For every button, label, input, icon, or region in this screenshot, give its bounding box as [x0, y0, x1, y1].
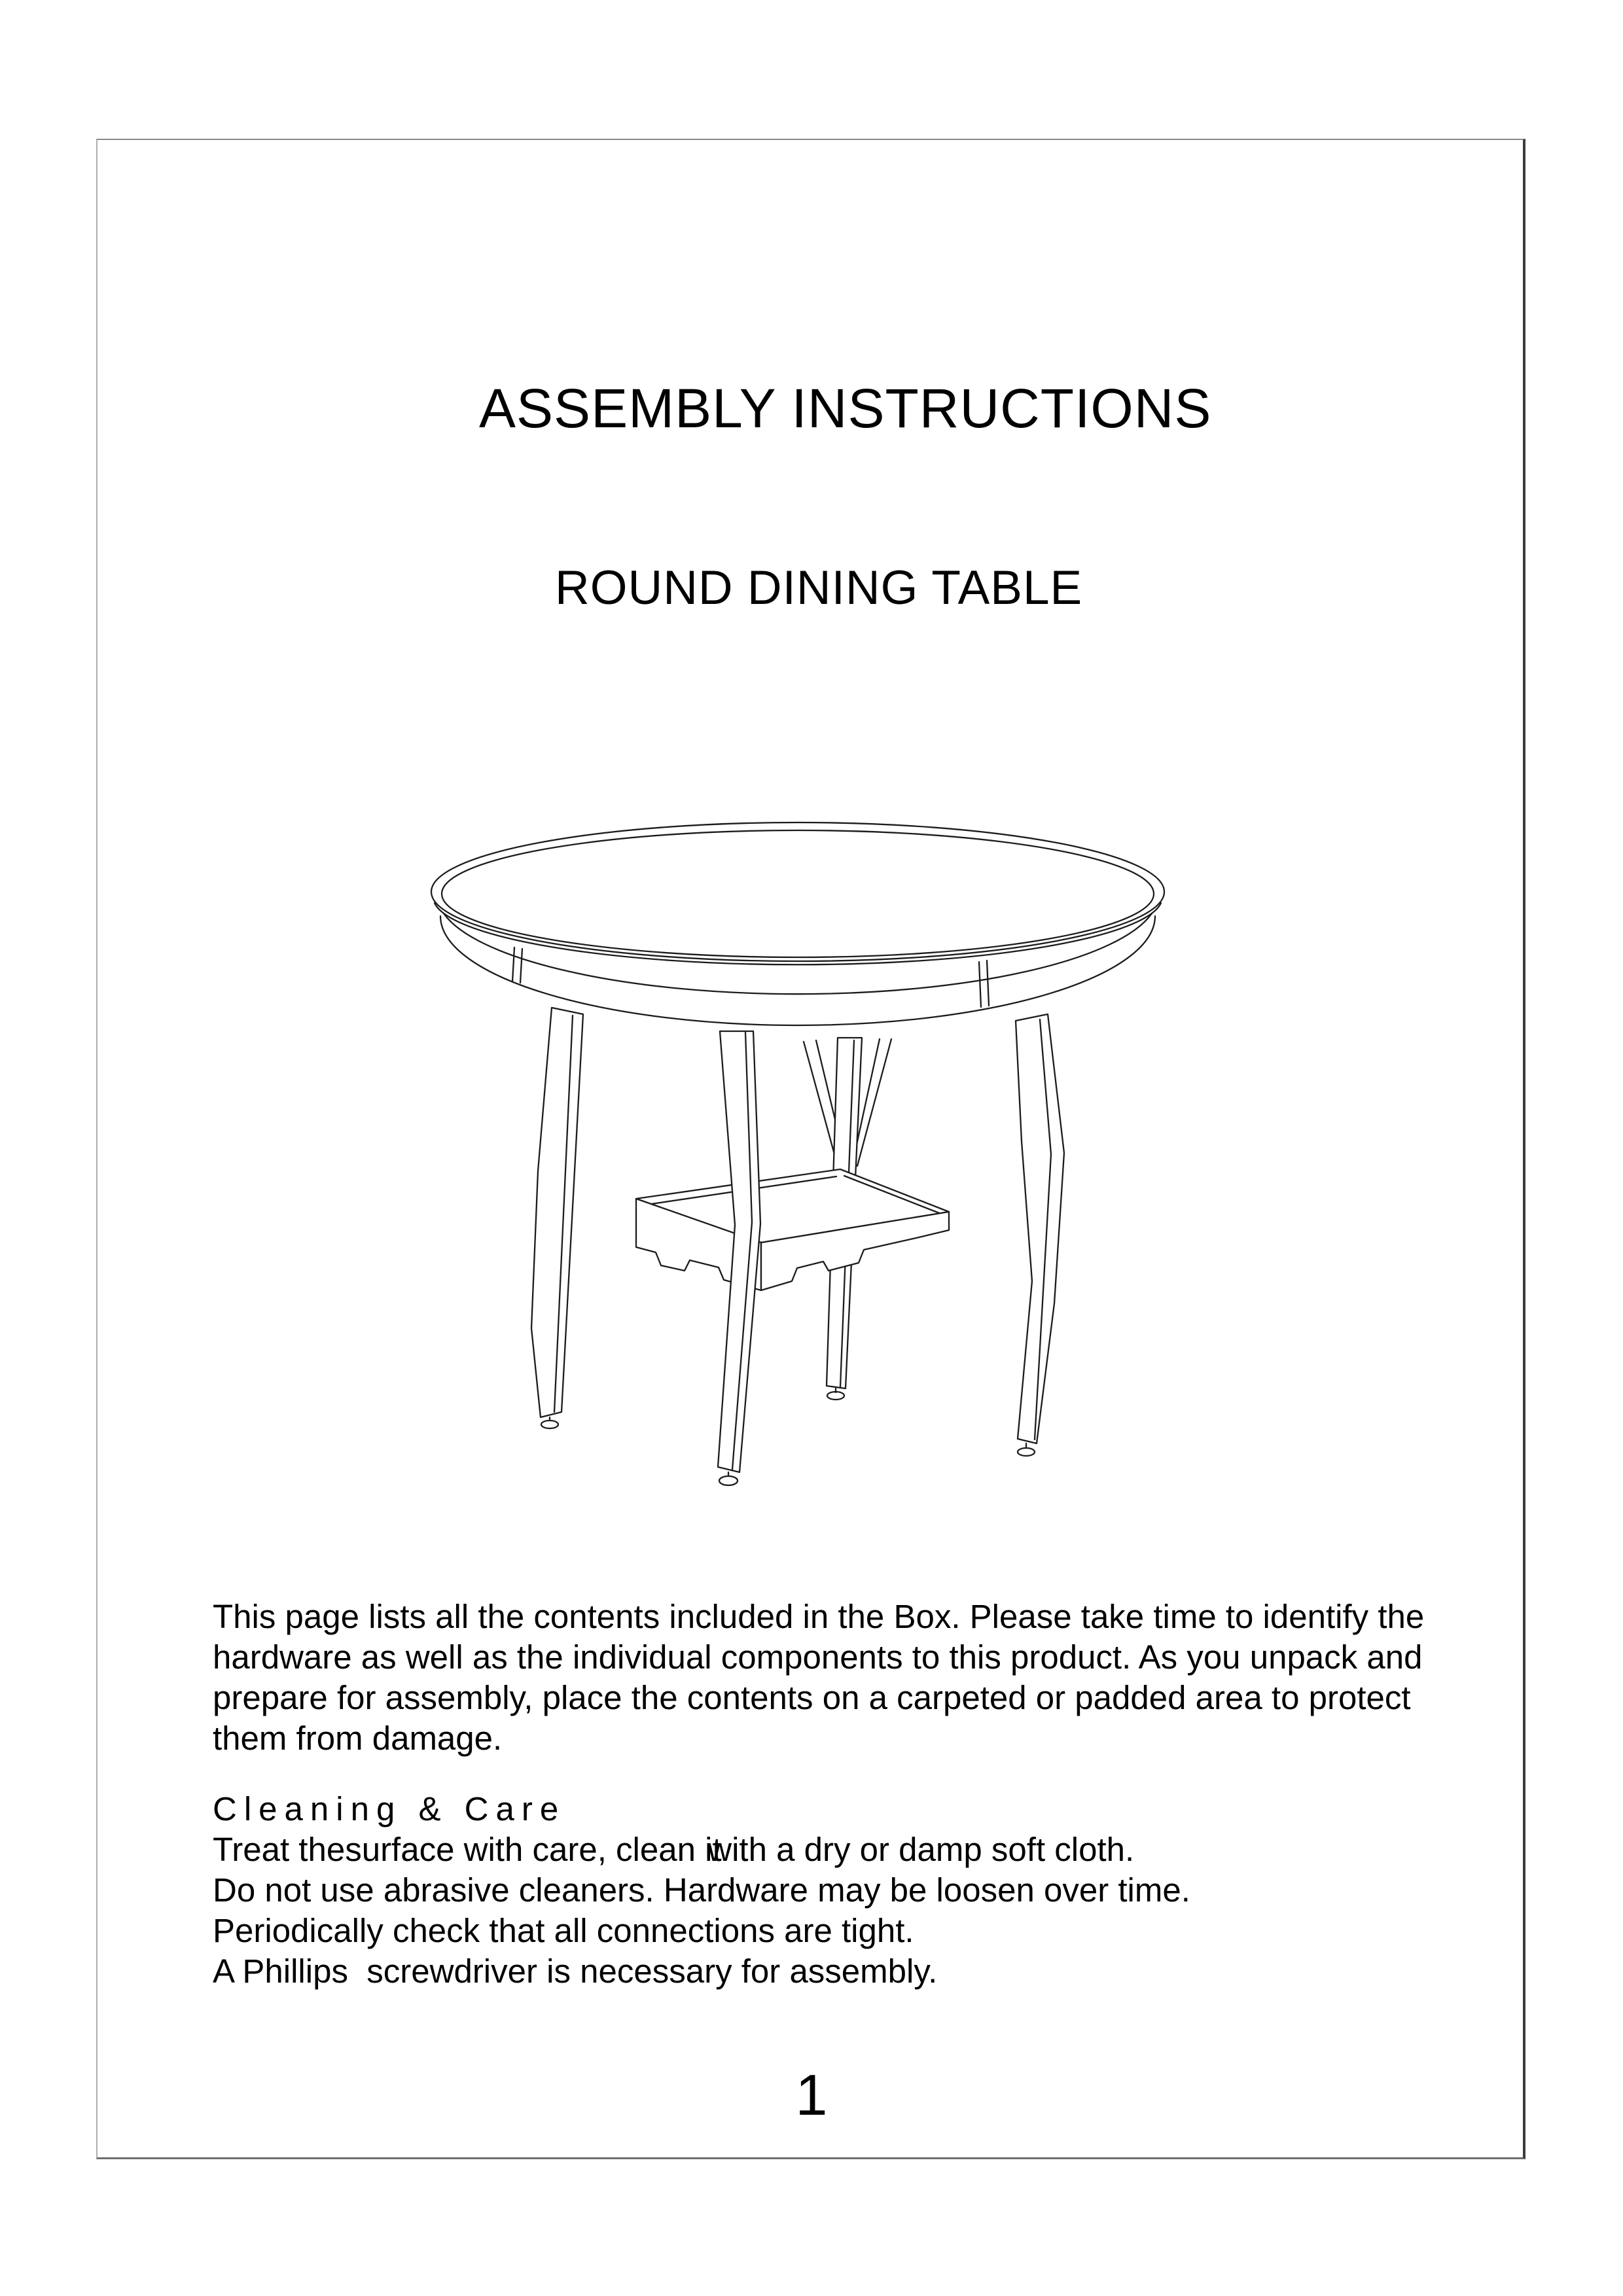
care-line: Periodically check that all connections are tight. — [213, 1912, 914, 1949]
page-number: 1 — [795, 2062, 828, 2127]
intro-line: This page lists all the contents included in the Box. Please take time to identify the — [213, 1598, 1425, 1635]
cleaning-care-heading: Cleaning & Care — [213, 1790, 566, 1828]
page-subtitle: ROUND DINING TABLE — [555, 561, 1083, 614]
table-leg-right — [1016, 1014, 1064, 1443]
care-line1-a: Treat thesurface with care, clean it — [213, 1831, 722, 1868]
care-line: A Phillips screwdriver is necessary for assembly. — [213, 1952, 938, 1990]
intro-paragraph — [213, 1597, 1424, 1759]
page-title: ASSEMBLY INSTRUCTIONS — [479, 378, 1212, 439]
care-line1-b: with a dry or damp soft cloth. — [707, 1831, 1135, 1868]
care-line-overlapped — [213, 1829, 1190, 1870]
foot-glide — [1018, 1448, 1035, 1456]
intro-line: prepare for assembly, place the contents on a carpeted or padded area to protect — [213, 1679, 1411, 1716]
table-top — [431, 822, 1164, 961]
care-line: Do not use abrasive cleaners. Hardware may be loosen over time. — [213, 1871, 1190, 1909]
foot-glide — [541, 1421, 558, 1428]
intro-line: hardware as well as the individual components to this product. As you unpack and — [213, 1638, 1423, 1676]
round-dining-table-illustration — [393, 746, 1204, 1557]
intro-line: them from damage. — [213, 1720, 503, 1757]
foot-glide — [719, 1476, 738, 1485]
cleaning-care-section — [213, 1789, 1190, 1992]
